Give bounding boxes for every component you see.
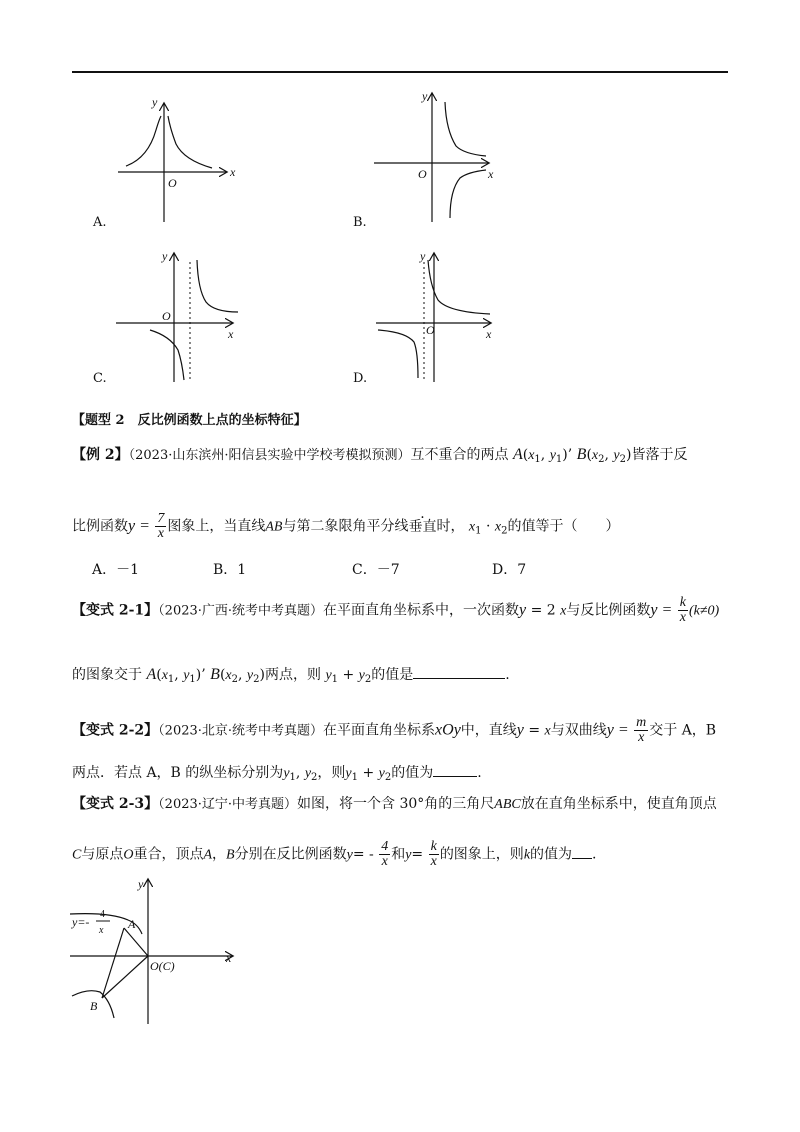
curve-left bbox=[378, 330, 418, 378]
answer-blank[interactable] bbox=[413, 664, 505, 679]
point-a: A bbox=[512, 446, 523, 463]
y-label: y bbox=[162, 250, 168, 263]
graph-option-c bbox=[114, 250, 244, 384]
answer-blank[interactable] bbox=[433, 762, 477, 777]
label-a: A. bbox=[93, 215, 107, 230]
x-label: x bbox=[488, 167, 494, 181]
svg-text:x: x bbox=[99, 925, 104, 936]
x-label: x bbox=[228, 327, 234, 341]
section-title: 【题型 2 反比例函数上点的坐标特征】 bbox=[72, 413, 307, 428]
fraction-k-over-x: $\frac{k}{x}$ bbox=[679, 595, 686, 625]
y-label: y bbox=[422, 90, 428, 103]
answer-blank[interactable] bbox=[572, 844, 592, 859]
variant-2-3-line-2: C与原点O重合，顶点A，B分别在反比例函数y= - $\frac{4}{x}$ 和y= $\frac{k}{x}$ 的图象上，则k的值为 . bbox=[72, 839, 597, 869]
example-tag: 【例 2】 bbox=[72, 447, 129, 463]
fraction-7-over-x: $\frac{7}{x}$ bbox=[157, 511, 165, 541]
choice-c: C．－7 bbox=[352, 562, 400, 578]
variant-2-1-line-2: 的图象交于 $A(x_1$, $y_1$)’ $B(x_2$, $y_2$)两点，则 $y_1 + y_2$的值是 . bbox=[72, 666, 510, 685]
graph-option-b bbox=[372, 90, 502, 224]
curve-right bbox=[428, 260, 490, 314]
x-label: x bbox=[486, 327, 492, 341]
point-b-label: B bbox=[90, 999, 98, 1013]
y-label: y bbox=[420, 250, 426, 263]
origin-label: O bbox=[168, 176, 177, 190]
curve-right bbox=[168, 116, 212, 168]
variant-2-1-line-1: 【变式 2-1】（2023·广西·统考中考真题）在平面直角坐标系中，一次函数y = 2 x与反比例函数y = $\frac{k}{x}$ (k≠0) bbox=[72, 595, 720, 625]
side-oa bbox=[124, 928, 148, 956]
svg-text:4: 4 bbox=[100, 909, 105, 920]
curve-q1 bbox=[445, 102, 486, 156]
point-a-label: A bbox=[128, 917, 136, 931]
choice-a: A．－1 bbox=[92, 562, 140, 578]
curve-left bbox=[126, 116, 161, 166]
choice-d: D．7 bbox=[492, 562, 527, 578]
origin-label: O bbox=[426, 323, 435, 337]
variant-2-2-line-2: 两点．若点 A，B 的纵坐标分别为$y_1$, $y_2$，则$y_1 + y_2$的值为 . bbox=[72, 762, 482, 787]
x-label: x bbox=[226, 951, 232, 965]
origin-label: O bbox=[162, 309, 171, 323]
example-source: （2023·山东滨州·阳信县实验中学校考模拟预测） bbox=[128, 448, 411, 463]
graph-option-a bbox=[118, 98, 248, 224]
header-rule bbox=[72, 71, 728, 73]
origin-label: O bbox=[418, 167, 427, 181]
graph-option-d bbox=[372, 250, 502, 384]
variant-2-3-line-1: 【变式 2-3】（2023·辽宁·中考真题）如图，将一个含 30°角的三角尺ABC放在直角坐标系中，使直角顶点 bbox=[72, 796, 717, 812]
fraction-k-over-x: $\frac{k}{x}$ bbox=[430, 839, 437, 869]
label-c: C. bbox=[93, 371, 107, 386]
equation-label: y=- bbox=[72, 915, 90, 929]
curve-left bbox=[150, 330, 184, 380]
emphasis-perpendicular: 垂直 bbox=[408, 518, 437, 535]
origin-c-label: O(C) bbox=[150, 959, 175, 973]
x-label: x bbox=[230, 165, 236, 179]
choice-b: B．1 bbox=[213, 562, 247, 578]
point-b: B bbox=[576, 446, 587, 463]
fraction-4-over-x: $\frac{4}{x}$ bbox=[381, 839, 389, 869]
y-label: y bbox=[138, 877, 144, 891]
label-b: B. bbox=[353, 215, 367, 230]
triangle-figure bbox=[66, 876, 246, 1026]
fraction-m-over-x: $\frac{m}{x}$ bbox=[636, 715, 647, 745]
variant-2-2-line-1: 【变式 2-2】（2023·北京·统考中考真题）在平面直角坐标系xOy中，直线y = x与双曲线y = $\frac{m}{x}$ 交于 A，B bbox=[72, 715, 717, 745]
curve-q4 bbox=[450, 170, 486, 218]
label-d: D. bbox=[353, 371, 368, 386]
y-label: y bbox=[152, 98, 158, 109]
example-2-line-2: 比例函数y = $\frac{7}{x}$ 图象上，当直线AB与第二象限角平分线垂直时， $x_1 \cdot x_2$的值等于（ ） bbox=[72, 511, 620, 541]
curve-right bbox=[197, 260, 238, 312]
example-2-line-1: 【例 2】（2023·山东滨州·阳信县实验中学校考模拟预测）互不重合的两点 $A(x_1$, $y_1$)’ $B(x_2$, $y_2$)皆落于反 bbox=[72, 446, 688, 465]
